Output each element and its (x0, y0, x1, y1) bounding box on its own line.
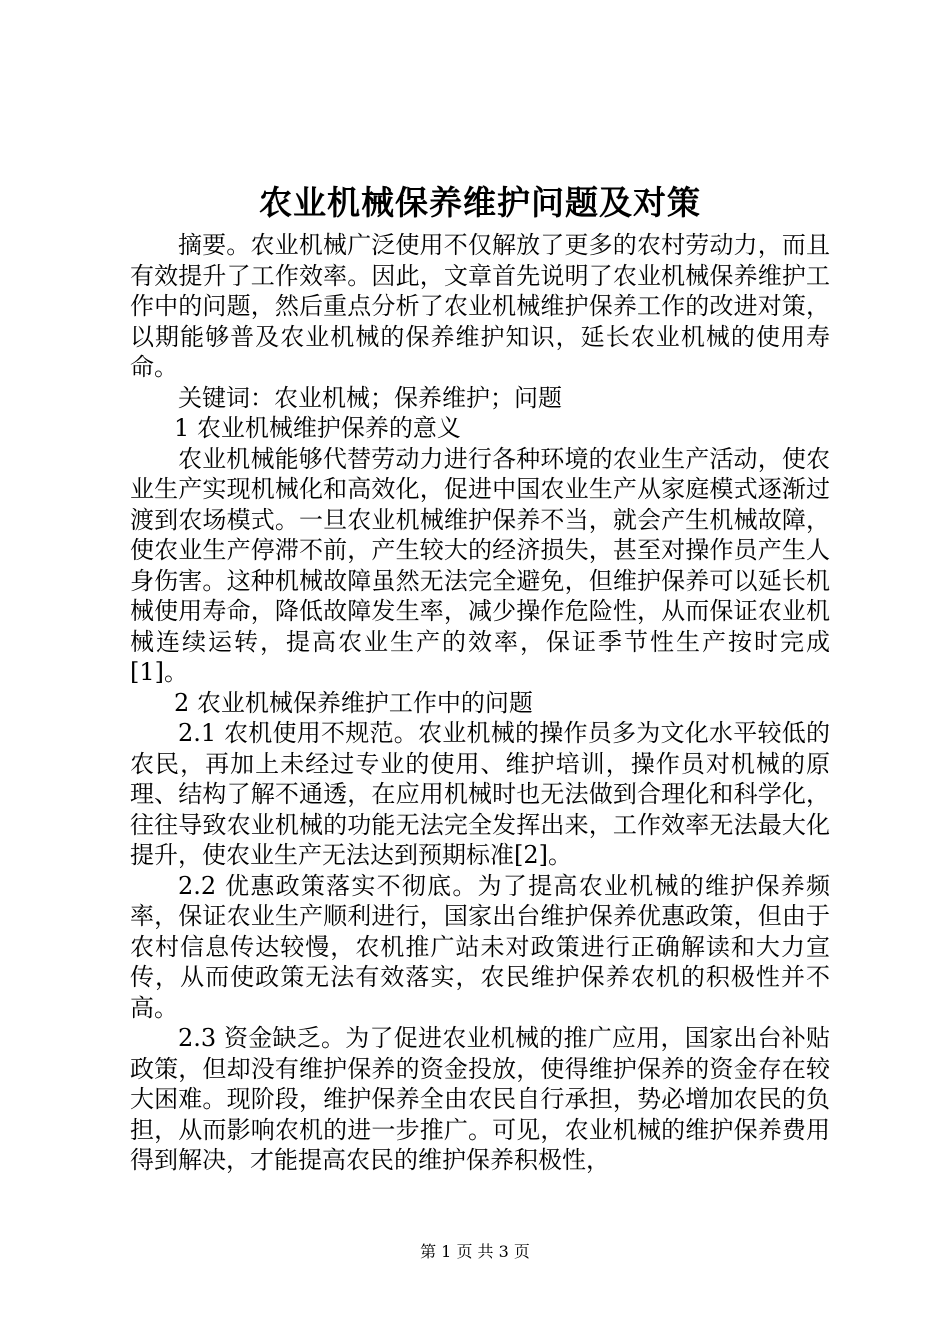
document-page (130, 180, 830, 1176)
keywords-line: 关键词：农业机械；保养维护；问题 (178, 383, 562, 412)
section-2-3-paragraph: 2.3 资金缺乏。为了促进农业机械的推广应用，国家出台补贴政策，但却没有维护保养的资金投放，使得维护保养的资金存在较大困难。现阶段，维护保养全由农民自行承担，势必增加农民的负担，从而影响农机的进一步推广。可见，农业机械的维护保养费用得到解决，才能提高农民的维护保养积极性， (130, 1024, 830, 1174)
section-1-heading: 1 农业机械维护保养的意义 (174, 414, 461, 442)
section-1-body: 农业机械能够代替劳动力进行各种环境的农业生产活动，使农业生产实现机械化和高效化，促进中国农业生产从家庭模式逐渐过渡到农场模式。一旦农业机械维护保养不当，就会产生机械故障，使农业生产停滞不前，产生较大的经济损失，甚至对操作员产生人身伤害。这种机械故障虽然无法完全避免，但维护保养可以延长机械使用寿命，降低故障发生率，减少操作危险性，从而保证农业机械连续运转，提高农业生产的效率，保证季节性生产按时完成[1]。 (130, 444, 830, 686)
document-title: 农业机械保养维护问题及对策 (259, 183, 701, 222)
abstract-paragraph: 摘要。农业机械广泛使用不仅解放了更多的农村劳动力，而且有效提升了工作效率。因此，文章首先说明了农业机械保养维护工作中的问题，然后重点分析了农业机械维护保养工作的改进对策，以期能够普及农业机械的保养维护知识，延长农业机械的使用寿命。 (130, 231, 830, 381)
section-2-heading: 2 农业机械保养维护工作中的问题 (174, 688, 533, 717)
section-2-1-paragraph: 2.1 农机使用不规范。农业机械的操作员多为文化水平较低的农民，再加上未经过专业的使用、维护培训，操作员对机械的原理、结构了解不通透，在应用机械时也无法做到合理化和科学化，往往导致农业机械的功能无法完全发挥出来，工作效率无法最大化提升，使农业生产无法达到预期标准[2]。 (130, 719, 830, 869)
page-footer: 第 1 页 共 3 页 (420, 1242, 530, 1261)
section-2-2-paragraph: 2.2 优惠政策落实不彻底。为了提高农业机械的维护保养频率，保证农业生产顺利进行，国家出台维护保养优惠政策，但由于农村信息传达较慢，农机推广站未对政策进行正确解读和大力宣传，从而使政策无法有效落实，农民维护保养农机的积极性并不高。 (130, 871, 830, 1022)
